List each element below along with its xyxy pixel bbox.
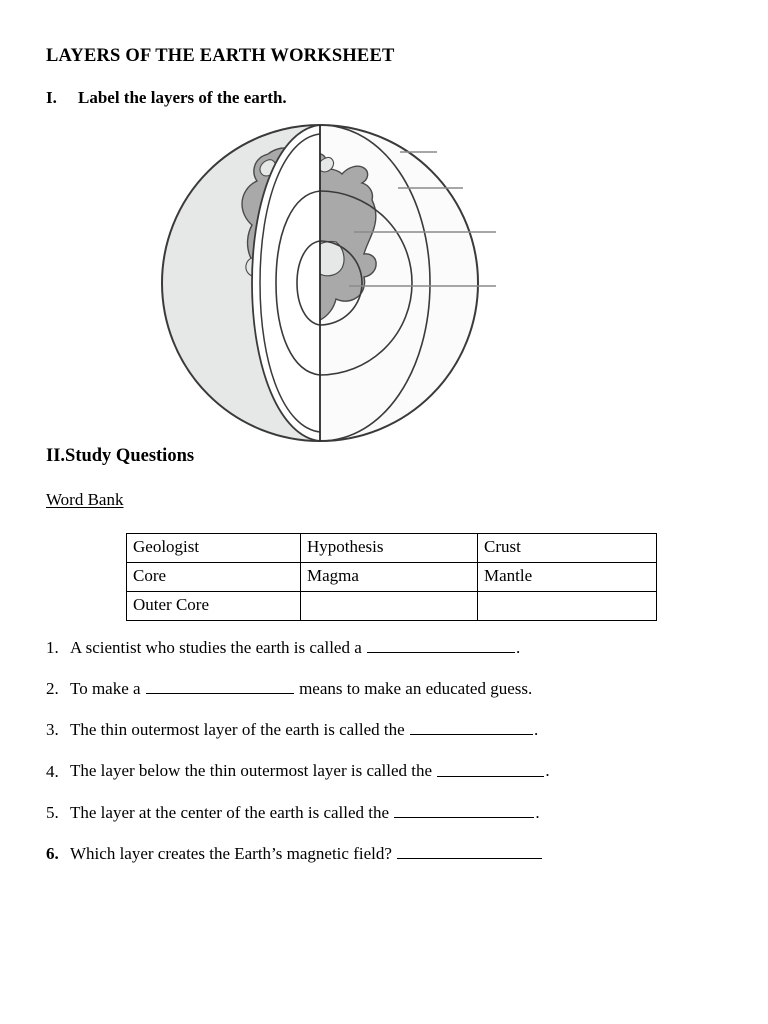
answer-blank[interactable] [397, 842, 542, 859]
word-bank-cell: Core [127, 563, 301, 592]
question-item [46, 759, 736, 779]
question-number: 2. [46, 679, 59, 699]
question-text-after: means to make an educated guess. [299, 679, 533, 699]
answer-blank[interactable] [410, 718, 533, 735]
study-questions-list [46, 636, 736, 883]
question-item [46, 636, 736, 656]
answer-blank[interactable] [437, 759, 544, 776]
question-number: 6. [46, 843, 59, 863]
word-bank-cell: Mantle [478, 563, 657, 592]
earth-layers-diagram [140, 112, 540, 452]
word-bank-cell: Magma [301, 563, 478, 592]
question-number: 3. [46, 720, 59, 740]
question-text-after: . [535, 802, 540, 822]
answer-blank[interactable] [367, 636, 515, 653]
question-item [46, 801, 736, 821]
word-bank-cell: Crust [478, 534, 657, 563]
question-text-before: Which layer creates the Earth’s magnetic field? [70, 843, 392, 863]
section-heading-two: II.Study Questions [46, 446, 195, 466]
word-bank-label: Word Bank [46, 490, 124, 509]
question-item [46, 677, 736, 697]
question-text-before: A scientist who studies the earth is called a [70, 638, 362, 658]
question-text-before: The thin outermost layer of the earth is called the [70, 720, 405, 740]
question-text-after: . [545, 761, 550, 781]
earth-cutaway-svg [140, 112, 540, 452]
section-one-numeral: I. [46, 88, 57, 107]
section-heading-one [46, 88, 287, 108]
question-text-after: . [533, 720, 539, 740]
question-number: 4. [46, 761, 59, 781]
word-bank-cell: Geologist [127, 534, 301, 563]
question-text-before: To make a [70, 679, 141, 699]
question-number: 1. [46, 638, 59, 658]
table-row [127, 563, 657, 592]
question-text-after: . [516, 638, 521, 658]
table-row [127, 534, 657, 563]
word-bank-cell [301, 592, 478, 621]
word-bank-cell: Outer Core [127, 592, 301, 621]
word-bank-cell [478, 592, 657, 621]
question-text-before: The layer at the center of the earth is called the [70, 802, 390, 822]
question-text-before: The layer below the thin outermost layer is called the [70, 761, 433, 781]
word-bank-cell: Hypothesis [301, 534, 478, 563]
question-item [46, 842, 736, 862]
question-item [46, 718, 736, 738]
answer-blank[interactable] [146, 677, 294, 694]
section-one-label: Label the layers of the earth. [78, 88, 287, 107]
question-number: 5. [46, 802, 59, 822]
word-bank-table [126, 533, 657, 621]
page-title: LAYERS OF THE EARTH WORKSHEET [46, 46, 395, 66]
table-row [127, 592, 657, 621]
answer-blank[interactable] [394, 801, 534, 818]
